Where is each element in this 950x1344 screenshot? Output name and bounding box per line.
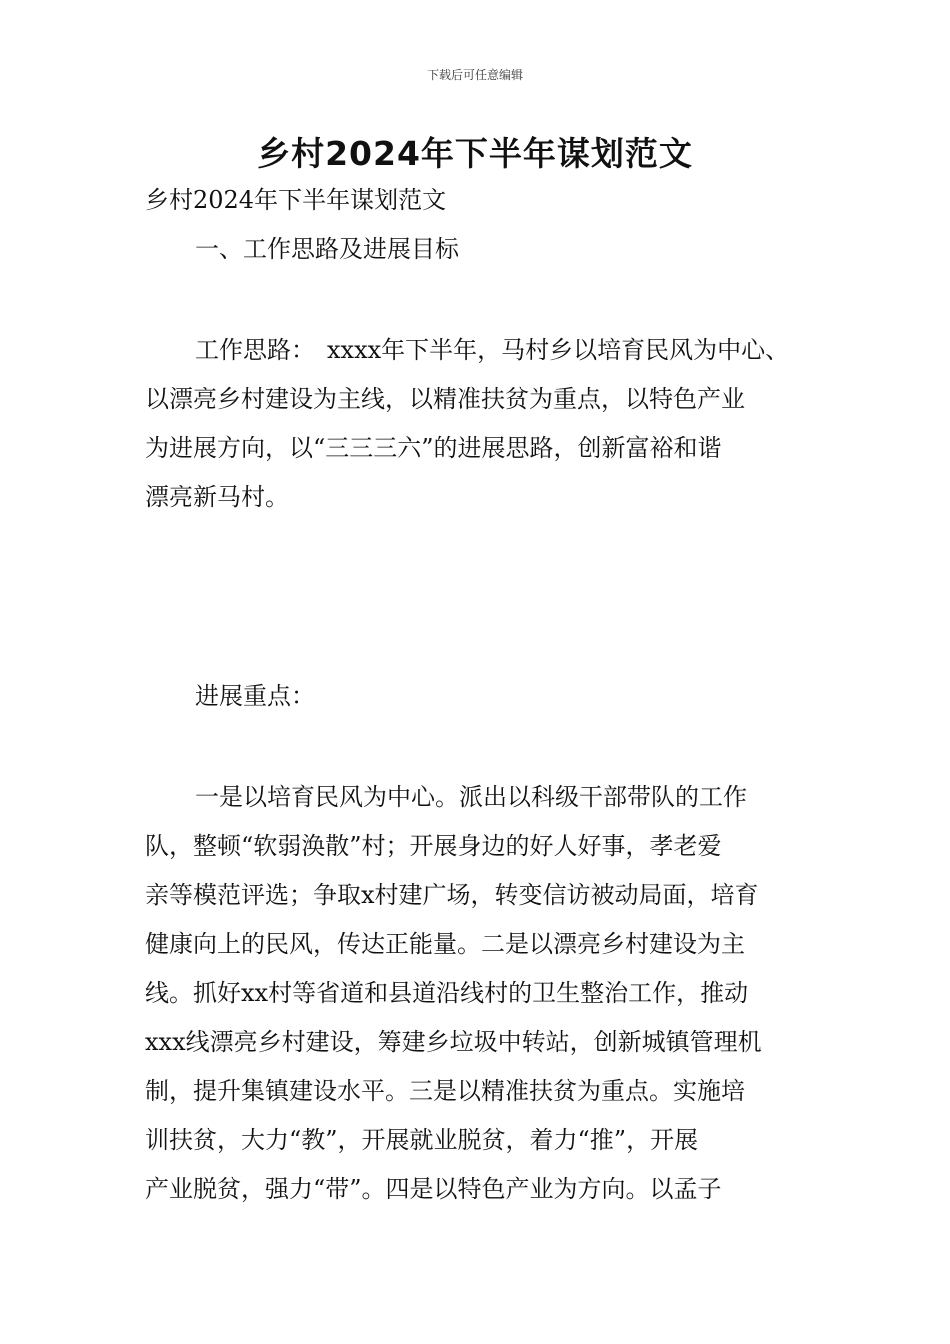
paragraph-line: 工作思路： xxxx年下半年，马村乡以培育民风为中心、 [195, 336, 790, 364]
paragraph-line: 训扶贫，大力“教”，开展就业脱贫，着力“推”，开展 [145, 1126, 699, 1154]
document-title: 乡村2024年下半年谋划范文 [257, 134, 693, 173]
paragraph-line: 为进展方向，以“三三三六”的进展思路，创新富裕和谐 [145, 434, 722, 462]
paragraph-line: 产业脱贫，强力“带”。四是以特色产业为方向。以孟子 [145, 1175, 722, 1203]
paragraph-line: xxx线漂亮乡村建设，筹建乡垃圾中转站，创新城镇管理机 [145, 1028, 762, 1056]
paragraph-line: 亲等模范评选；争取x村建广场，转变信访被动局面，培育 [145, 881, 759, 909]
paragraph-line: 队，整顿“软弱涣散”村；开展身边的好人好事，孝老爱 [145, 832, 722, 860]
paragraph-line: 一是以培育民风为中心。派出以科级干部带队的工作 [195, 783, 747, 811]
section-heading: 一、工作思路及进展目标 [195, 235, 459, 263]
paragraph-line: 以漂亮乡村建设为主线，以精准扶贫为重点，以特色产业 [145, 385, 745, 413]
paragraph-line: 制，提升集镇建设水平。三是以精准扶贫为重点。实施培 [145, 1077, 745, 1105]
paragraph-line: 健康向上的民风，传达正能量。二是以漂亮乡村建设为主 [145, 930, 745, 958]
header-note: 下载后可任意编辑 [426, 68, 523, 82]
paragraph-line: 线。抓好xx村等省道和县道沿线村的卫生整治工作，推动 [145, 979, 749, 1007]
focus-heading: 进展重点： [195, 682, 315, 710]
paragraph-line: 漂亮新马村。 [145, 483, 289, 511]
document-subtitle: 乡村2024年下半年谋划范文 [145, 186, 447, 214]
